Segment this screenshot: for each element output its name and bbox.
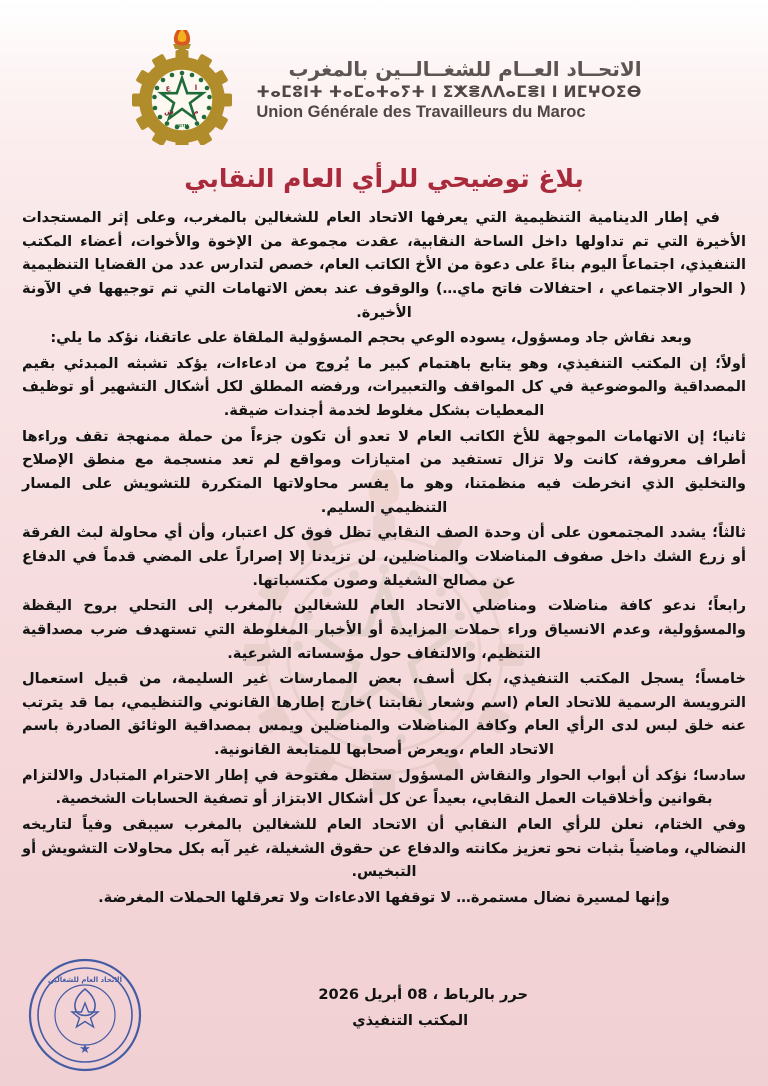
signature-block [318,982,528,1033]
signatory-name: المكتب التنفيذي [352,1011,469,1029]
paragraph-conclusion: وفي الختام، نعلن للرأي العام النقابي أن الاتحاد العام للشغالين بالمغرب سيبقى وفياً لتاريخه النضالي، وماضياً بثبات نحو تعزيز مكانته والدفاع عن حقوق الشغيلة، غير آبه بكل محاولات التشويش أو التبخيس. [22,816,746,881]
stamp-star-icon: ★ [79,1042,91,1057]
document-header [0,30,768,155]
svg-text:الاتحاد العام للشغالين: الاتحاد العام للشغالين [47,976,123,984]
document-footer [0,948,768,1078]
org-name-arabic: الاتحــاد العــام للشغــالــين بالمغرب [288,56,642,81]
ugtm-emblem-icon [126,30,238,145]
page-title: بلاغ توضيحي للرأي العام النقابي [184,164,584,193]
svg-text:ش: ش [164,108,175,116]
paragraph-point-3: ثالثاً؛ يشدد المجتمعون على أن وحدة الصف النقابي تظل فوق كل اعتبار، وأن أي محاولة لبث الفرقة أو زرع الشك داخل صفوف المناضلات والمناضلين، لن تزيدنا إلا إصراراً على المضي قدماً في الدفاع عن مصالح الشغيلة وصون مكتسباتها. [22,524,746,589]
svg-text:ا: ا [195,84,198,92]
svg-text:م: م [193,108,199,116]
paragraph-closing-slogan: وإنها لمسيرة نضال مستمرة… لا توقفها الادعاءات ولا تعرقلها الحملات المغرضة. [98,888,670,906]
organisation-names [256,53,641,123]
paragraph-intro: في إطار الدينامية التنظيمية التي يعرفها الاتحاد العام للشغالين بالمغرب، وعلى إثر المستجدات الأخيرة التي تم تداولها داخل الساحة النقابية، عقدت مجموعة من الإخوة والأخوات، أعضاء المكتب التنفيذي، اجتماعاً اليوم بناءً على دعوة من الأخ الكاتب العام، خصص لتدارس عدد من القضايا التنظيمية ( الحوار الاجتماعي ، احتفالات فاتح ماي…) والوقوف عند بعض الاتهامات التي تم توجيهها في الآونة الأخيرة. [22,209,746,321]
paragraph-preamble: وبعد نقاش جاد ومسؤول، يسوده الوعي بحجم المسؤولية الملقاة على عاتقنا، نؤكد ما يلي: [50,329,692,347]
org-name-french: Union Générale des Travailleurs du Maroc [256,102,586,121]
paragraph-point-5: خامساً؛ يسجل المكتب التنفيذي، بكل أسف، بعض الممارسات غير السليمة، من قبيل استعمال الترويسة الرسمية للاتحاد العام (اسم وشعار نقابتنا )خارج إطارها القانوني والتنظيمي، بما قد يترتب عنه خلق لبس لدى الرأي العام وكافة المناضلات والمناضلين ويمس بمصداقية الوثائق الصادرة باسم الاتحاد العام ،ويعرض أصحابها للمتابعة القانونية. [22,670,746,759]
svg-text:UGTM: UGTM [175,123,189,128]
place-and-date: حرر بالرباط ، 08 أبريل 2026 [318,986,528,1003]
paragraph-point-1: أولاً؛ إن المكتب التنفيذي، وهو يتابع باهتمام كبير ما يُروج من ادعاءات، يؤكد تشبثه المبدئي بقيم المصداقية والموضوعية في كل المواقف والتعبيرات، ورفضه المطلق لكل أشكال التشهير أو توظيف المعطيات بشكل مغلوط لخدمة أجندات ضيقة. [22,354,746,420]
official-round-stamp [26,956,144,1074]
paragraph-point-6: سادسا؛ نؤكد أن أبواب الحوار والنقاش المسؤول ستظل مفتوحة في إطار الاحترام المتبادل والالتزام بقوانين وأخلاقيات العمل النقابي، بعيداً عن كل أشكال الابتزاز أو تصفية الحسابات الشخصية. [22,766,746,808]
document-body [22,206,746,912]
org-name-tifinagh: ⵜⴰⵎⵓⵏⵜ ⵜⴰⵎⴰⵜⴰⵢⵜ ⵏ ⵉⵅⴻⴷⴷⴰⵎⴻⵏ ⵏ ⵍⵎⵖⵔⵉⴱ [256,82,642,101]
svg-text:ع: ع [165,84,171,92]
paragraph-point-2: ثانيا؛ إن الاتهامات الموجهة للأخ الكاتب العام لا تعدو أن تكون جزءاً من حملة ممنهجة تقف وراءها أطراف معروفة، كانت ولا تزال تستفيد من امتيازات ومواقع لم تعد منسجمة مع منطق الإصلاح والتخليق الذي انخرطت فيه منظمتنا، وهو ما يفسر محاولاتها المتكررة للتشويش على المسار التنظيمي السليم. [22,427,746,516]
paragraph-point-4: رابعاً؛ ندعو كافة مناضلات ومناضلي الاتحاد العام للشغالين بالمغرب إلى التحلي بروح اليقظة والمسؤولية، وعدم الانسياق وراء حملات المزايدة أو الأخبار المغلوطة التي تستهدف ضرب مصداقية التنظيم، والالتفاف حول مؤسساته الشرعية. [22,597,746,662]
